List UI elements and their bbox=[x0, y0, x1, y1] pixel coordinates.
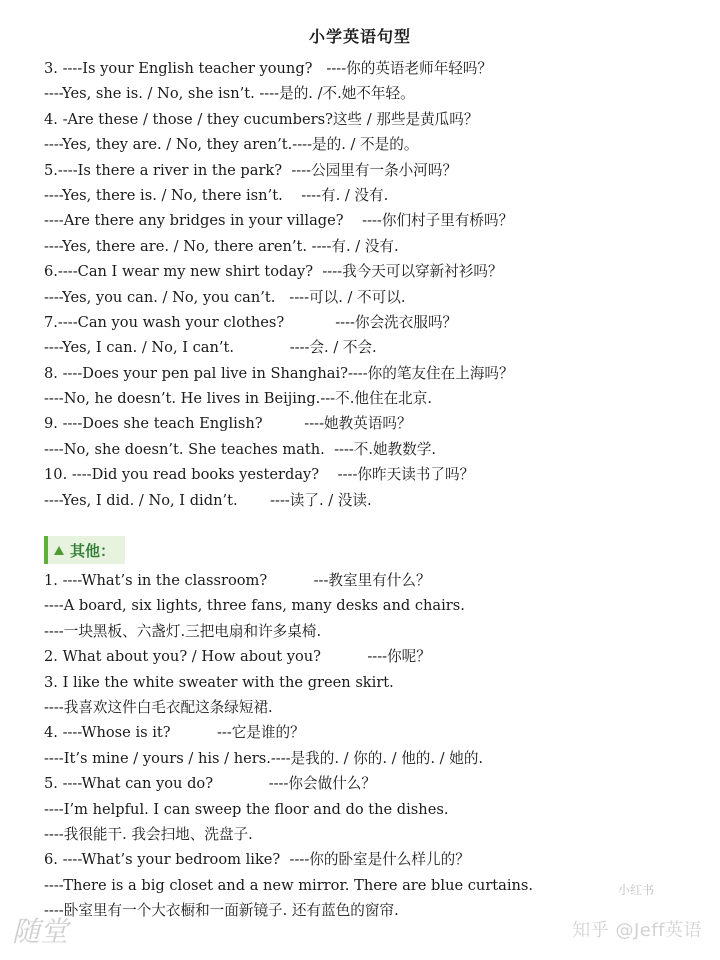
sentence-line: ----No, he doesn’t. He lives in Beijing.---不.他住在北京. bbox=[44, 390, 432, 408]
sentence-line: 6.----Can I wear my new shirt today? ----我今天可以穿新衬衫吗？ bbox=[44, 263, 503, 281]
sentence-line: 4. ----Whose is it? ---它是谁的？ bbox=[44, 724, 305, 742]
sentence-line: 8. ----Does your pen pal live in Shanghai?----你的笔友住在上海吗？ bbox=[44, 364, 514, 382]
sentence-line: 9. ----Does she teach English? ----她教英语吗？ bbox=[44, 415, 412, 433]
page-title: 小学英语句型 bbox=[308, 27, 411, 46]
sentence-line: 2. What about you? / How about you? ----你呢？ bbox=[44, 648, 431, 666]
sentence-section-other bbox=[44, 538, 704, 923]
sentence-line: 5. ----What can you do? ----你会做什么？ bbox=[44, 775, 376, 793]
sentence-line: 3. ----Is your English teacher young? ----你的英语老师年轻吗？ bbox=[44, 60, 493, 77]
sentence-line: ----A board, six lights, three fans, many desks and chairs. bbox=[44, 597, 465, 615]
sentence-line: ----No, she doesn’t. She teaches math. ----不.她教数学. bbox=[44, 440, 437, 458]
sentence-line: ----I’m helpful. I can sweep the floor and do the dishes. bbox=[44, 800, 449, 818]
sentence-line: ----Yes, I did. / No, I didn’t. ----读了. / 没读. bbox=[44, 491, 372, 509]
sentence-line: ----一块黑板、六盏灯.三把电扇和许多桌椅. bbox=[44, 622, 322, 640]
sentence-line: ----Are there any bridges in your village? ----你们村子里有桥吗？ bbox=[44, 212, 514, 230]
sentence-line: ----我很能干. 我会扫地、洗盘子. bbox=[44, 825, 253, 843]
sentence-line: 7.----Can you wash your clothes? ----你会洗衣服吗？ bbox=[44, 313, 458, 331]
sentence-line: ----Yes, I can. / No, I can’t. ----会. / 不会. bbox=[44, 339, 377, 357]
sentence-line: ----卧室里有一个大衣橱和一面新镜子. 还有蓝色的窗帘. bbox=[44, 902, 399, 920]
corner-stamp-text: 随堂 bbox=[12, 915, 69, 948]
watermark-zhihu: 知乎 @Jeff英语 bbox=[572, 920, 702, 941]
sentence-line: ----Yes, she is. / No, she isn’t. ----是的. /不.她不年轻。 bbox=[44, 85, 415, 103]
sentence-line: 1. ----What’s in the classroom? ---教室里有什么？ bbox=[44, 572, 431, 589]
sentence-line: ----Yes, you can. / No, you can’t. ----可以. / 不可以. bbox=[44, 288, 406, 306]
sentence-line: 4. -Are these / those / they cucumbers?这些 / 那些是黄瓜吗？ bbox=[44, 110, 479, 128]
section-header-label: 其他： bbox=[70, 541, 116, 560]
sentence-line: ----Yes, there are. / No, there aren’t. ----有. / 没有. bbox=[44, 237, 399, 255]
sentence-line: ----我喜欢这件白毛衣配这条绿短裙. bbox=[44, 698, 273, 716]
sentence-line: ----Yes, there is. / No, there isn’t. ----有. / 没有. bbox=[44, 186, 389, 204]
sentence-line: 5.----Is there a river in the park? ----公园里有一条小河吗？ bbox=[44, 161, 458, 179]
sentence-line: 3. I like the white sweater with the green skirt. bbox=[44, 673, 394, 691]
sentence-line: 6. ----What’s your bedroom like? ----你的卧室是什么样儿的？ bbox=[44, 851, 470, 869]
sentence-line: ----It’s mine / yours / his / hers.----是我的. / 你的. / 他的. / 她的. bbox=[44, 749, 484, 767]
watermark-small: 小红书 bbox=[617, 883, 654, 897]
sentence-line: 10. ----Did you read books yesterday? ----你昨天读书了吗？ bbox=[44, 466, 475, 484]
sentence-line: ----There is a big closet and a new mirror. There are blue curtains. bbox=[44, 876, 534, 894]
sentence-line: ----Yes, they are. / No, they aren’t.----是的. / 不是的。 bbox=[44, 136, 419, 154]
sentence-section-main bbox=[44, 56, 704, 513]
